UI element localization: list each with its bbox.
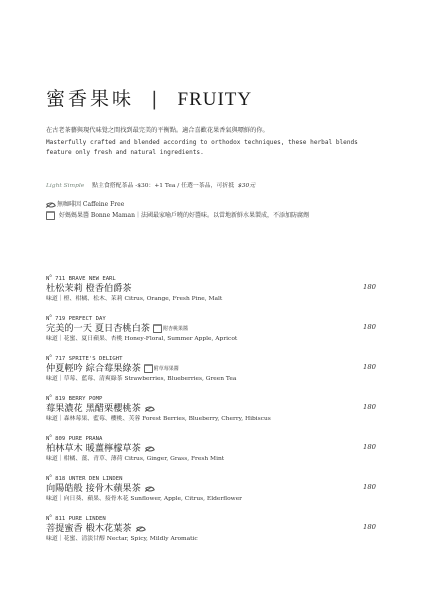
item-price: 180 xyxy=(363,363,376,371)
intro-zh: 在古老茶藝與現代味覺之間找到最完美的平衡點。適合喜歡花果香氣與嘌鮮的你。 xyxy=(46,127,269,134)
leaf-icon xyxy=(136,525,144,532)
page-title xyxy=(46,84,252,111)
legend-bonne-maman xyxy=(46,210,309,221)
jam-tag: 附草莓果醬 xyxy=(144,363,179,375)
item-price: 180 xyxy=(363,443,376,451)
item-number: $N^o$ 811 PURE LINDEN xyxy=(46,513,106,522)
jam-tag: 附杏桃果醬 xyxy=(153,323,188,335)
light-simple-text: 點主食搭配茶品 -$30：+1 Tea / 任選一茶品，可折抵 xyxy=(92,183,235,189)
item-number: $N^o$ 818 UNTER DEN LINDEN xyxy=(46,473,123,482)
item-name: 向陽皓般 接骨木蘋果茶 xyxy=(46,483,376,495)
light-simple-label: Light Simple xyxy=(46,183,85,189)
title-en: FRUITY xyxy=(177,89,253,110)
item-name: 莓果濃花 黑醋栗櫻桃茶 xyxy=(46,403,376,415)
item-desc: 味道｜森林莓果、藍莓、櫻桃、芙蓉 Forest Berries, Blueberry, Cherry, Hibiscus xyxy=(46,415,271,422)
item-price: 180 xyxy=(363,523,376,531)
legend-text: 無咖啡因 Caffeine Free xyxy=(57,201,125,208)
leaf-icon xyxy=(145,445,153,452)
item-name: 菩提蜜香 椴木花葉茶 xyxy=(46,523,376,535)
tea-list xyxy=(46,272,376,552)
leaf-icon xyxy=(145,485,153,492)
legend-text: 好媽媽果醬 Bonne Maman｜法國最家喻戶曉的好醬味。以當地新鮮水果製成，不添加防腐劑 xyxy=(59,212,309,219)
item-price: 180 xyxy=(363,403,376,411)
list-item xyxy=(46,432,376,472)
item-number: $N^o$ 809 PURE PRANA xyxy=(46,433,103,442)
list-item xyxy=(46,352,376,392)
item-number: $N^o$ 711 BRAVE NEW EARL xyxy=(46,273,116,282)
leaf-icon xyxy=(46,201,54,208)
list-item xyxy=(46,472,376,512)
list-item xyxy=(46,272,376,312)
item-number: $N^o$ 717 SPRITE'S DELIGHT xyxy=(46,353,123,362)
list-item xyxy=(46,512,376,552)
item-desc: 味道｜花蜜、夏日蘋果、杏桃 Honey-Floral, Summer Apple, Apricot xyxy=(46,335,238,342)
list-item xyxy=(46,312,376,352)
item-number: $N^o$ 819 BERRY POMP xyxy=(46,393,103,402)
light-simple-note xyxy=(46,180,255,189)
item-name: 杜松茉莉 橙香伯爵茶 xyxy=(46,282,132,294)
item-desc: 味道｜草莓、藍莓、清爽綠茶 Strawberries, Blueberries, Green Tea xyxy=(46,375,237,382)
jar-icon xyxy=(46,211,55,220)
item-number: $N^o$ 719 PERFECT DAY xyxy=(46,313,106,322)
light-simple-price: $30元 xyxy=(238,183,256,189)
jar-icon xyxy=(144,364,153,373)
jar-icon xyxy=(153,324,162,333)
item-desc: 味道｜向日葵、蘋果、接骨木花 Sunflower, Apple, Citrus, Elderflower xyxy=(46,495,243,502)
title-zh: 蜜香果味 xyxy=(46,88,135,110)
leaf-icon xyxy=(145,405,153,412)
item-name: 仲夏輕吟 綜合莓果綠茶 附草莓果醬 xyxy=(46,362,179,374)
item-price: 180 xyxy=(363,323,376,331)
title-separator: | xyxy=(151,88,161,110)
item-desc: 味道｜花蜜、清淡甘醇 Nectar, Spicy, Mildly Aromatic xyxy=(46,535,198,542)
item-price: 180 xyxy=(363,483,376,491)
legend-caffeine-free xyxy=(46,199,309,210)
legend xyxy=(46,199,309,221)
intro-en: Masterfully crafted and blended according to orthodox techniques, these herbal blends feature only fresh and natural ingredients. xyxy=(46,139,358,156)
item-desc: 味道｜橙、柑橘、松木、茉莉 Citrus, Orange, Fresh Pine, Malt xyxy=(46,295,223,302)
list-item xyxy=(46,392,376,432)
item-name: 完美的一天 夏日杏桃白茶 附杏桃果醬 xyxy=(46,322,188,334)
item-desc: 味道｜柑橘、薑、青草、薄荷 Citrus, Ginger, Grass, Fresh Mint xyxy=(46,455,225,462)
item-name: 柏林草木 暖薑檸檬草茶 xyxy=(46,443,376,455)
item-price: 180 xyxy=(363,283,376,291)
